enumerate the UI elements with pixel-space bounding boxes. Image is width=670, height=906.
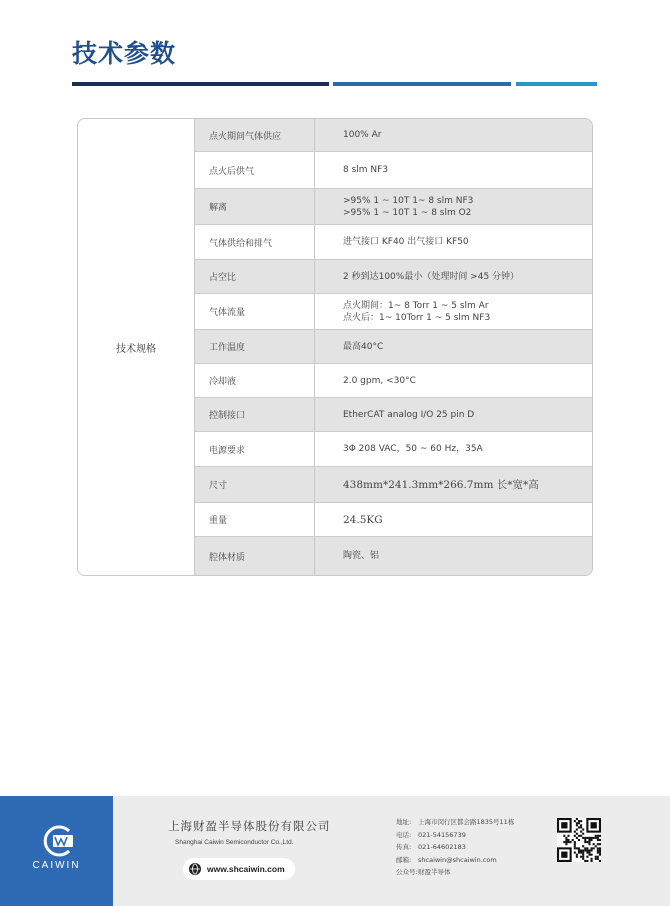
spec-value-line: >95% 1 ~ 10T 1 ~ 8 slm O2	[343, 207, 472, 218]
spec-row-value	[315, 398, 592, 431]
spec-row	[195, 189, 592, 225]
spec-row-name: 电源要求	[195, 432, 315, 466]
spec-row-value	[315, 467, 592, 502]
spec-value-line: EtherCAT analog I/O 25 pin D	[343, 409, 475, 420]
page-title: 技术参数	[72, 39, 177, 68]
spec-row	[195, 398, 592, 432]
contact-value: 021-54156739	[418, 830, 466, 839]
company-name-cn: 上海财盈半导体股份有限公司	[168, 819, 331, 833]
contact-line	[396, 854, 514, 867]
spec-row	[195, 467, 592, 503]
qr-code	[557, 818, 601, 862]
spec-value-line: >95% 1 ~ 10T 1~ 8 slm NF3	[343, 195, 474, 206]
spec-row-value	[315, 330, 592, 363]
contact-label: 地址:	[396, 818, 412, 826]
spec-value-line: 2 秒到达100%最小（处理时间 >45 分钟）	[343, 271, 520, 282]
spec-row-value	[315, 537, 592, 575]
spec-row	[195, 119, 592, 152]
contact-line	[396, 866, 514, 879]
contact-label: 公众号:	[396, 868, 418, 876]
spec-row	[195, 294, 592, 330]
spec-rows	[195, 119, 592, 575]
contact-value: 财盈半导体	[418, 868, 451, 876]
spec-row	[195, 330, 592, 364]
spec-row-name: 冷却液	[195, 364, 315, 397]
spec-row	[195, 225, 592, 260]
spec-row-value	[315, 119, 592, 151]
contact-info	[396, 816, 514, 879]
website-text: www.shcaiwin.com	[207, 864, 285, 874]
spec-row	[195, 152, 592, 189]
logo-text: CAIWIN	[32, 860, 81, 871]
title-rule-dark	[72, 82, 329, 86]
spec-row	[195, 364, 592, 398]
spec-row-name: 重量	[195, 503, 315, 536]
contact-line	[396, 829, 514, 842]
spec-row-value	[315, 189, 592, 224]
title-rule-mid	[333, 82, 511, 86]
spec-value-line: 进气接口 KF40 出气接口 KF50	[343, 237, 469, 247]
spec-row-value	[315, 260, 592, 293]
contact-value: 021-64602183	[418, 843, 466, 851]
spec-row	[195, 432, 592, 467]
spec-row-name: 气体供给和排气	[195, 225, 315, 259]
spec-table	[77, 118, 593, 576]
footer-logo-panel	[0, 796, 113, 906]
spec-row	[195, 537, 592, 575]
spec-row-value	[315, 503, 592, 536]
spec-value-line: 100% Ar	[343, 130, 382, 140]
spec-row-name: 解离	[195, 189, 315, 224]
spec-row	[195, 260, 592, 294]
title-rule-light	[516, 82, 597, 86]
contact-label: 邮箱:	[396, 855, 412, 864]
spec-row-name: 腔体材质	[195, 537, 315, 575]
spec-row-name: 尺寸	[195, 467, 315, 502]
spec-value-line: 陶瓷、铝	[343, 551, 380, 561]
contact-label: 电话:	[396, 830, 412, 839]
company-name-en: Shanghai Caiwin Semiconductor Co.,Ltd.	[175, 839, 294, 846]
spec-row-name: 气体流量	[195, 294, 315, 329]
spec-value-line: 2.0 gpm, <30°C	[343, 375, 416, 386]
spec-value-line: 点火后：1~ 10Torr 1 ~ 5 slm NF3	[343, 312, 491, 323]
contact-value: shcaiwin@shcaiwin.com	[418, 855, 497, 864]
spec-row-value	[315, 364, 592, 397]
spec-value-line: 24.5KG	[343, 513, 383, 526]
spec-row-name: 控制接口	[195, 398, 315, 431]
footer	[0, 796, 670, 906]
spec-row-name: 工作温度	[195, 330, 315, 363]
spec-value-line: 438mm*241.3mm*266.7mm 长*宽*高	[343, 478, 539, 491]
globe-icon	[189, 863, 201, 875]
spec-row-name: 点火期间气体供应	[195, 119, 315, 151]
contact-line	[396, 816, 514, 829]
spec-category: 技术规格	[78, 119, 195, 575]
website-link[interactable]	[183, 858, 295, 880]
spec-row-value	[315, 294, 592, 329]
spec-value-line: 8 slm NF3	[343, 165, 389, 175]
spec-row-name: 占空比	[195, 260, 315, 293]
spec-row-value	[315, 432, 592, 466]
contact-line	[396, 841, 514, 854]
contact-label: 传真:	[396, 843, 412, 851]
spec-value-line: 点火期间：1~ 8 Torr 1 ~ 5 slm Ar	[343, 300, 489, 311]
spec-row-name: 点火后供气	[195, 152, 315, 188]
caiwin-logo-icon	[39, 821, 79, 861]
contact-value: 上海市闵行区都会路1835号11栋	[418, 818, 515, 826]
spec-value-line: 最高40°C	[343, 341, 384, 352]
spec-row-value	[315, 225, 592, 259]
spec-value-line: 3Φ 208 VAC，50 ~ 60 Hz，35A	[343, 444, 483, 454]
spec-row	[195, 503, 592, 537]
spec-row-value	[315, 152, 592, 188]
